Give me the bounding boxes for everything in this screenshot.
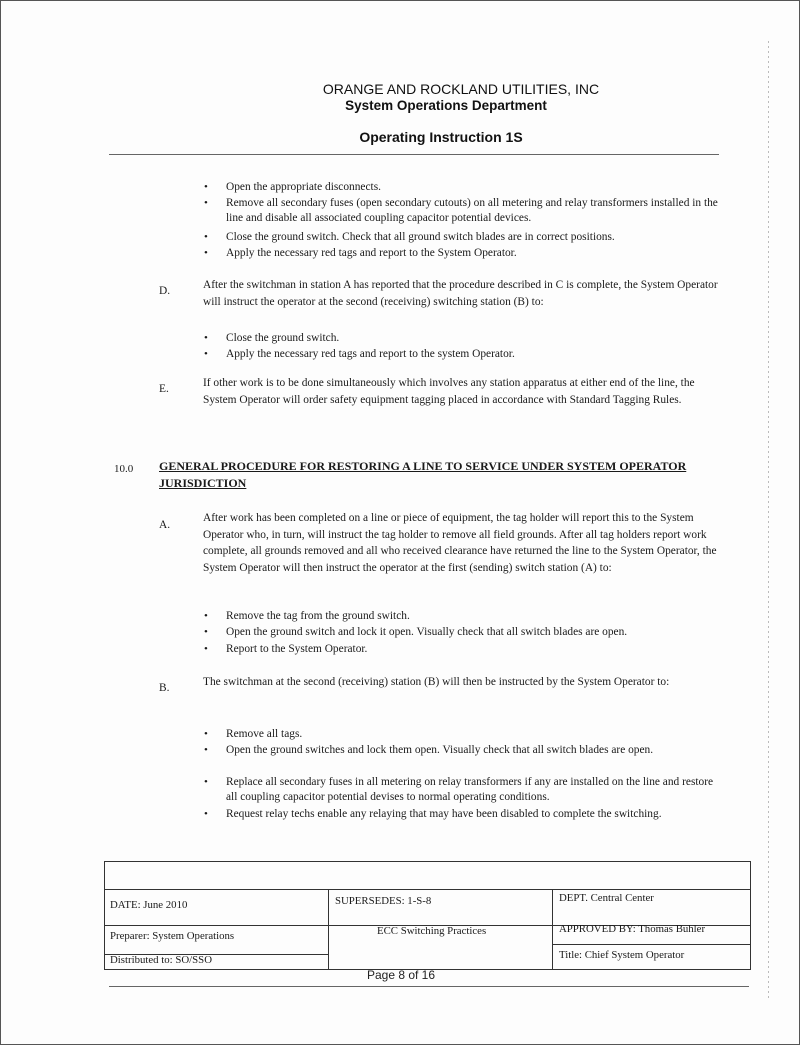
bullet-10a-2: • Open the ground switch and lock it open. Visually check that all switch blades are open. (226, 625, 736, 640)
bullet-c-2: • Remove all secondary fuses (open secondary cutouts) on all metering and relay transformers installed in the line and disable all associated coupling capacitor potential devices. (226, 196, 736, 226)
section-d-text: After the switchman in station A has reported that the procedure described in C is complete, the System Operator will instruct the operator at the second (receiving) switching station (B) to: (203, 279, 718, 308)
bullet-d-1: • Close the ground switch. (226, 331, 736, 346)
footer-preparer: Preparer: System Operations (110, 930, 235, 942)
bullet-10b-4: • Request relay techs enable any relaying that may have been disabled to complete the switching. (226, 807, 706, 822)
section-e-letter: E. (159, 383, 169, 395)
section-10-number: 10.0 (114, 463, 134, 475)
footer-distributed: Distributed to: SO/SSO (110, 954, 212, 966)
bullet-10b-2: • Open the ground switches and lock them open. Visually check that all switch blades are open. (226, 743, 716, 758)
header-rule (109, 154, 719, 155)
section-e-text: If other work is to be done simultaneously which involves any station apparatus at either end of the line, the System Operator will order safety equipment tagging placed in accordance with Standard Tagging Rules. (203, 377, 695, 406)
footer-date: DATE: June 2010 (110, 899, 188, 911)
footer-rule (109, 986, 749, 987)
section-10b-letter: B. (159, 682, 170, 694)
bullet-c-1: • Open the appropriate disconnects. (226, 180, 736, 195)
bullet-10a-3: • Report to the System Operator. (226, 642, 736, 657)
bullet-10b-3: • Replace all secondary fuses in all metering on relay transformers if any are installed on the line and restore all coupling capacitor potential devises to normal operating conditions. (226, 775, 726, 805)
instruction-title: Operating Instruction 1S (359, 129, 523, 145)
bullet-c-4: • Apply the necessary red tags and report to the System Operator. (226, 246, 736, 261)
page-number: Page 8 of 16 (366, 968, 436, 982)
section-10-title: GENERAL PROCEDURE FOR RESTORING A LINE TO SERVICE UNDER SYSTEM OPERATOR JURISDICTION (159, 459, 687, 490)
section-10a-letter: A. (159, 519, 171, 531)
section-d-letter: D. (159, 285, 171, 297)
company-name: ORANGE AND ROCKLAND UTILITIES, INC (322, 81, 600, 97)
scan-edge-marks (768, 41, 769, 1001)
footer-title: Title: Chief System Operator (559, 949, 685, 961)
section-10b-text: The switchman at the second (receiving) station (B) will then be instructed by the System Operator to: (203, 676, 670, 688)
bullet-10a-1: • Remove the tag from the ground switch. (226, 609, 736, 624)
bullet-10b-1: • Remove all tags. (226, 727, 736, 742)
bullet-c-3: • Close the ground switch. Check that all ground switch blades are in correct positions. (226, 230, 736, 245)
footer-practices: ECC Switching Practices (377, 925, 487, 937)
footer-supersedes: SUPERSEDES: 1-S-8 (335, 895, 432, 907)
footer-approved: APPROVED BY: Thomas Buhler (559, 923, 706, 935)
footer-dept: DEPT. Central Center (559, 892, 654, 904)
footer-table (104, 861, 751, 970)
department-name: System Operations Department (345, 98, 547, 113)
bullet-d-2: • Apply the necessary red tags and report to the system Operator. (226, 347, 736, 362)
section-10a-text: After work has been completed on a line or piece of equipment, the tag holder will report this to the System Operator who, in turn, will instruct the tag holder to remove all field grounds. After all tag holders report work complete, all grounds removed and all who received clearance have returned the line to the System Operator, the System Operator will then instruct the operator at the first (sending) switch station (A) to: (203, 512, 717, 574)
